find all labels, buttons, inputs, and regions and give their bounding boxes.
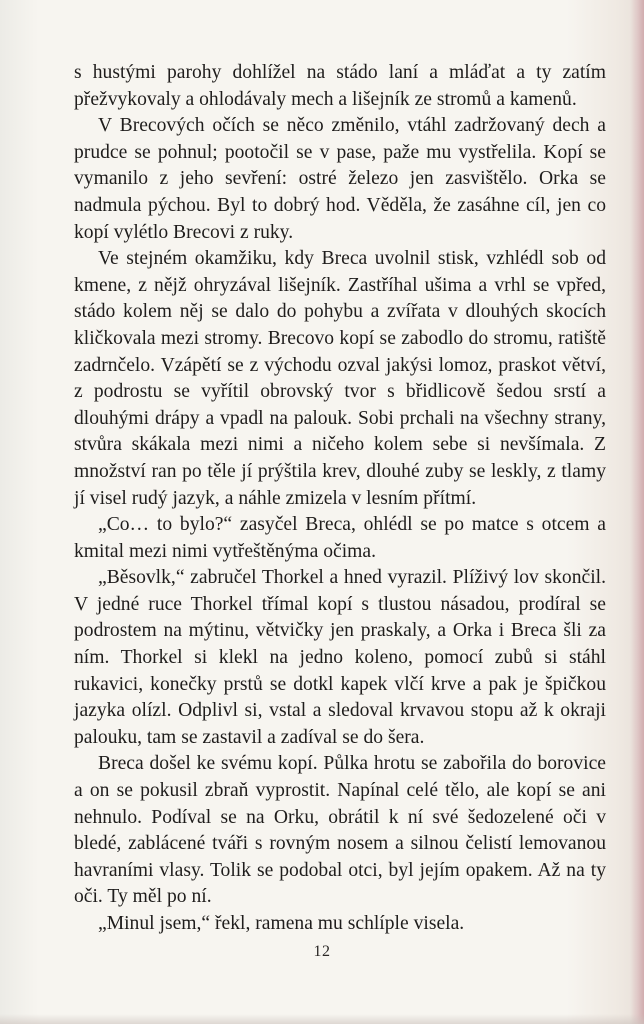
paragraph: Breca došel ke svému kopí. Půlka hrotu se zabořila do borovice a on se pokusil zbraň vyprostit. Napínal celé tělo, ale kopí se ani nehnulo. Podíval se na Orku, obrátil k ní své šedozelené oči v bledé, zablácené tváři s rovným nosem a silnou čelistí lemovanou havraními vlasy. Tolik se podobal otci, byl jejím opakem. Až na ty oči. Ty měl po ní.: [74, 753, 606, 908]
page-edge-shadow: [630, 0, 644, 1024]
paragraph: „Minul jsem,“ řekl, ramena mu schlíple visela.: [98, 913, 465, 934]
page-bottom-shadow: [0, 1014, 644, 1024]
page-number: 12: [313, 943, 331, 960]
paragraph: „Běsovlk,“ zabručel Thorkel a hned vyrazil. Plíživý lov skončil. V jedné ruce Thorkel třímal kopí s tlustou násadou, prodíral se podrostem na mýtinu, větvičky jen praskaly, a Orka i Breca šli za ním. Thorkel si klekl na jedno koleno, pomocí zubů si stáhl rukavici, konečky prstů se dotkl kapek vlčí krve a pak je špičkou jazyka olízl. Odplivl si, vstal a sledoval krvavou stopu až k okraji palouku, tam se zastavil a zadíval se do šera.: [74, 567, 606, 748]
paragraph: „Co… to bylo?“ zasyčel Breca, ohlédl se po matce s otcem a kmital mezi nimi vytřeštěnýma očima.: [74, 514, 606, 562]
paragraph: V Brecových očích se něco změnilo, vtáhl zadržovaný dech a prudce se pohnul; pootočil se v pase, paže mu vystřelila. Kopí se vymanilo z jeho sevření: ostré železo jen zasvištělo. Orka se nadmula pýchou. Byl to dobrý hod. Věděla, že zasáhne cíl, jen co kopí vylétlo Brecovi z ruky.: [74, 115, 606, 243]
paragraph-continued: s hustými parohy dohlížel na stádo laní a mláďat a ty zatím přežvykovaly a ohlodávaly mech a lišejník ze stromů a kamenů.: [74, 62, 606, 110]
paragraph: Ve stejném okamžiku, kdy Breca uvolnil stisk, vzhlédl sob od kmene, z nějž ohryzával lišejník. Zastříhal ušima a vrhl se vpřed, stádo kolem něj se dalo do pohybu a zvířata v dlouhých skocích kličkovala mezi stromy. Brecovo kopí se zabodlo do stromu, ratiště zadrnčelo. Vzápětí se z východu ozval jakýsi lomoz, praskot větví, z podrostu se vyřítil obrovský tvor s břidlicově šedou srstí a dlouhými drápy a vpadl na palouk. Sobi prchali na všechny strany, stvůra skákala mezi nimi a ničeho kolem sebe si nevšímala. Z množství ran po těle jí prýštila krev, dlouhé zuby se leskly, z tlamy jí visel rudý jazyk, a náhle zmizela v lesním přítmí.: [74, 248, 606, 509]
body-text: [74, 60, 606, 938]
